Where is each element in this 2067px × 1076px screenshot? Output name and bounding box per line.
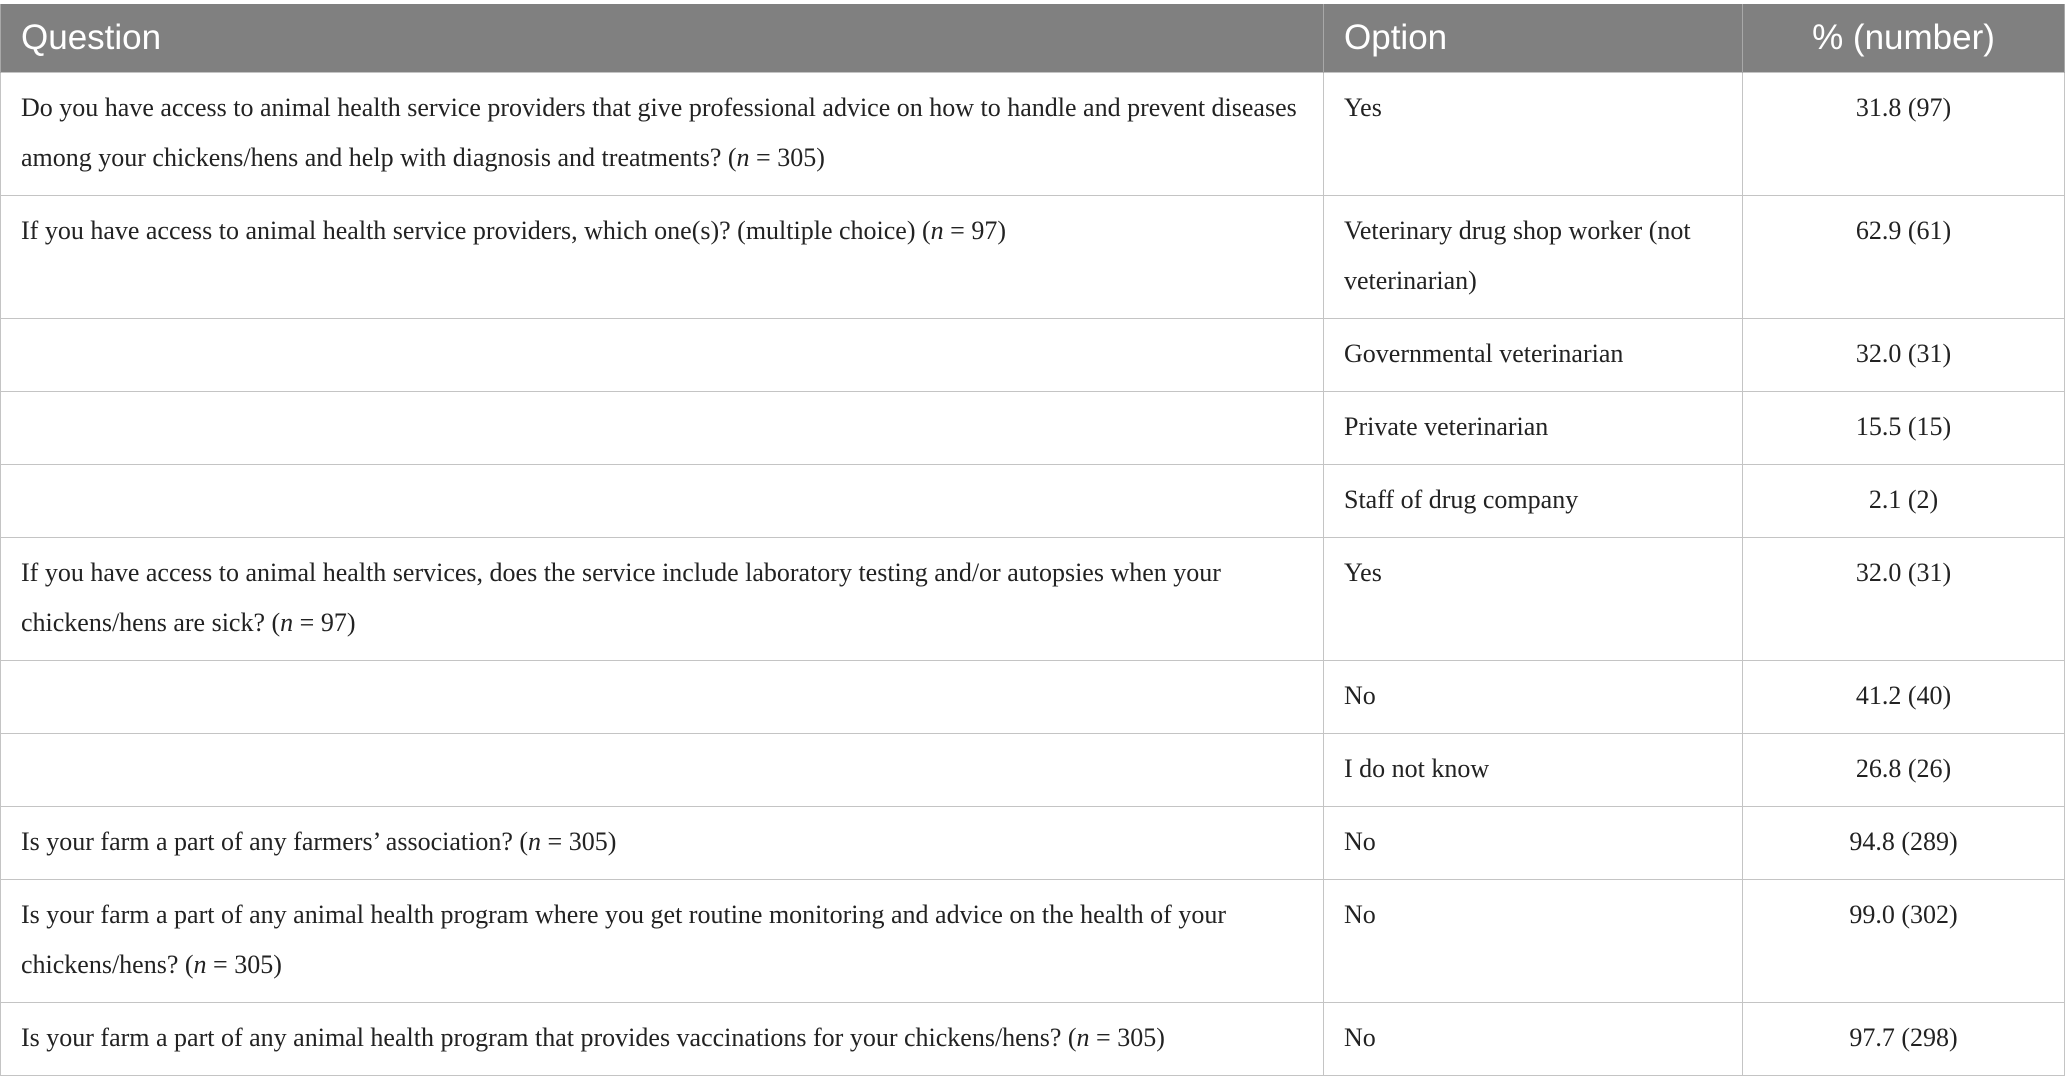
table-row: [1, 319, 2065, 392]
question-cell: [1, 392, 1324, 465]
header-question: Question: [1, 4, 1324, 73]
table-row: [1, 807, 2065, 880]
sample-size-value: = 305): [749, 143, 825, 172]
question-cell: [1, 734, 1324, 807]
option-cell: No: [1324, 807, 1743, 880]
question-text: Is your farm a part of any animal health program where you get routine monitoring and advice on the health of your chickens/hens? (: [21, 900, 1227, 979]
percent-cell: 2.1 (2): [1743, 465, 2065, 538]
option-cell: Yes: [1324, 538, 1743, 661]
question-cell: [1, 661, 1324, 734]
option-cell: Private veterinarian: [1324, 392, 1743, 465]
option-cell: Yes: [1324, 73, 1743, 196]
sample-size-symbol: n: [736, 143, 750, 172]
question-cell: [1, 538, 1324, 661]
table-header: [1, 4, 2065, 73]
question-cell: [1, 465, 1324, 538]
percent-cell: 99.0 (302): [1743, 880, 2065, 1003]
percent-cell: 32.0 (31): [1743, 538, 2065, 661]
sample-size-symbol: n: [1076, 1023, 1090, 1052]
question-cell: [1, 319, 1324, 392]
table-row: [1, 1003, 2065, 1076]
question-cell: [1, 1003, 1324, 1076]
percent-cell: 15.5 (15): [1743, 392, 2065, 465]
table-row: [1, 661, 2065, 734]
option-cell: No: [1324, 880, 1743, 1003]
question-text: If you have access to animal health services, does the service include laboratory testing and/or autopsies when your chickens/hens are sick? (: [21, 558, 1221, 637]
question-cell: [1, 807, 1324, 880]
question-text: Is your farm a part of any animal health program that provides vaccinations for your chickens/hens? (: [21, 1023, 1077, 1052]
percent-cell: 31.8 (97): [1743, 73, 2065, 196]
percent-cell: 26.8 (26): [1743, 734, 2065, 807]
survey-table: [0, 4, 2065, 1076]
header-percent: % (number): [1743, 4, 2065, 73]
question-cell: [1, 73, 1324, 196]
table-row: [1, 392, 2065, 465]
header-row: [1, 4, 2065, 73]
percent-cell: 32.0 (31): [1743, 319, 2065, 392]
sample-size-value: = 305): [206, 950, 282, 979]
question-text: If you have access to animal health service providers, which one(s)? (multiple choice) (: [21, 216, 931, 245]
percent-cell: 94.8 (289): [1743, 807, 2065, 880]
question-text: Do you have access to animal health service providers that give professional advice on how to handle and prevent diseases among your chickens/hens and help with diagnosis and treatments? (: [21, 93, 1297, 172]
question-cell: [1, 880, 1324, 1003]
sample-size-symbol: n: [930, 216, 944, 245]
table-row: [1, 538, 2065, 661]
sample-size-value: = 305): [541, 827, 617, 856]
question-cell: [1, 196, 1324, 319]
table-row: [1, 196, 2065, 319]
table-row: [1, 465, 2065, 538]
option-cell: Staff of drug company: [1324, 465, 1743, 538]
option-cell: Governmental veterinarian: [1324, 319, 1743, 392]
percent-cell: 97.7 (298): [1743, 1003, 2065, 1076]
table-row: [1, 73, 2065, 196]
sample-size-symbol: n: [280, 608, 294, 637]
option-cell: No: [1324, 661, 1743, 734]
table-body: [1, 73, 2065, 1076]
percent-cell: 62.9 (61): [1743, 196, 2065, 319]
sample-size-value: = 97): [943, 216, 1006, 245]
option-cell: Veterinary drug shop worker (not veterinarian): [1324, 196, 1743, 319]
sample-size-value: = 305): [1089, 1023, 1165, 1052]
table-row: [1, 880, 2065, 1003]
table-row: [1, 734, 2065, 807]
header-option: Option: [1324, 4, 1743, 73]
sample-size-symbol: n: [528, 827, 542, 856]
option-cell: I do not know: [1324, 734, 1743, 807]
percent-cell: 41.2 (40): [1743, 661, 2065, 734]
question-text: Is your farm a part of any farmers’ association? (: [21, 827, 529, 856]
option-cell: No: [1324, 1003, 1743, 1076]
sample-size-symbol: n: [193, 950, 207, 979]
sample-size-value: = 97): [293, 608, 356, 637]
